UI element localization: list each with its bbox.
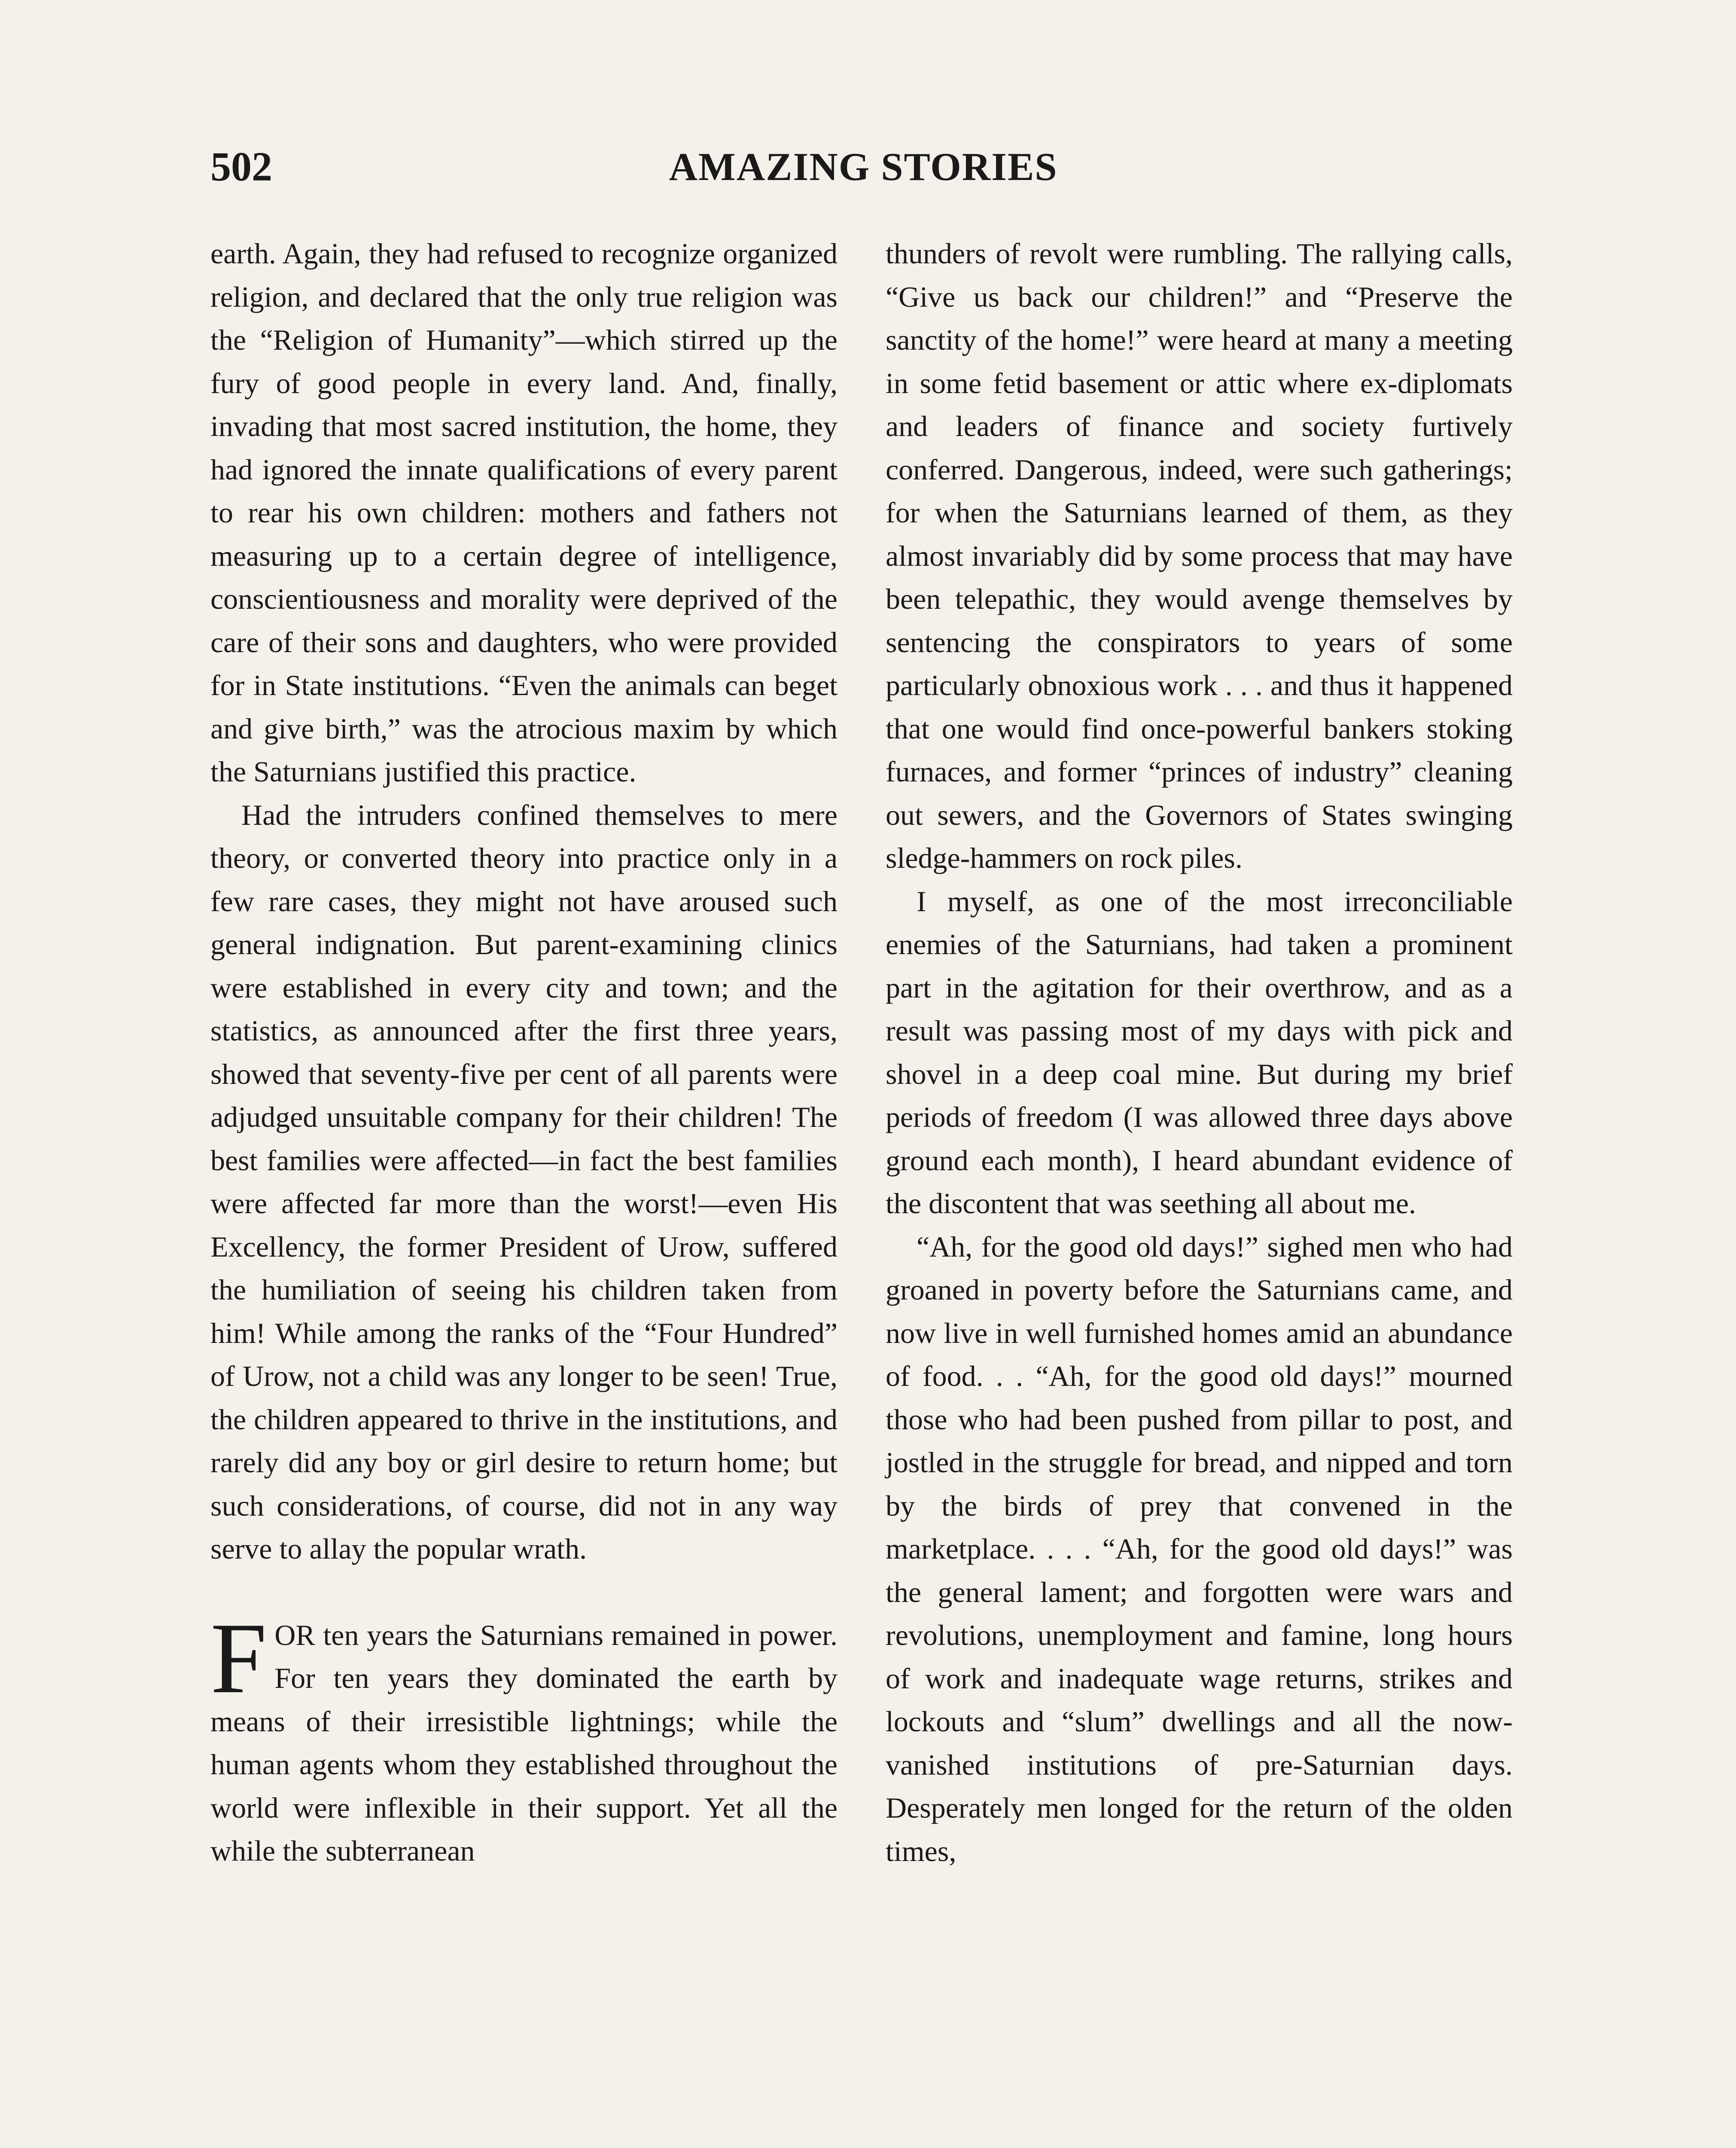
paragraph: thunders of revolt were rumbling. The rallying calls, “Give us back our children!” and “Preserve the sanctity of the home!” were heard at many a meeting in some fetid basement or attic where ex-diplomats and leaders of finance and society furtively conferred. Dangerous, indeed, were such gatherings; for when the Saturnians learned of them, as they almost invariably did by some process that may have been telepathic, they would avenge themselves by sentencing the conspirators to years of some particularly obnoxious work . . . and thus it happened that one would find once-powerful bankers stoking furnaces, and former “princes of industry” cleaning out sewers, and the Governors of States swinging sledge-hammers on rock piles. [886, 237, 1513, 874]
drop-cap: F [210, 1602, 267, 1715]
right-column [886, 232, 1513, 1873]
section-paragraph [210, 1602, 838, 1873]
running-title: AMAZING STORIES [669, 145, 1058, 189]
page-number: 502 [210, 143, 272, 189]
paragraph: Had the intruders confined themselves to mere theory, or converted theory into practice only in a few rare cases, they might not have aroused such general indignation. But parent-examining clinics were established in every city and town; and the statistics, as announced after the first three years, showed that seventy-five per cent of all parents were adjudged unsuitable company for their children! The best families were affected—in fact the best families were affected far more than the worst!—even His Excellency, the former President of Urow, suffered the humiliation of seeing his children taken from him! While among the ranks of the “Four Hundred” of Urow, not a child was any longer to be seen! True, the children appeared to thrive in the institutions, and rarely did any boy or girl desire to return home; but such considerations, of course, did not in any way serve to allay the popular wrath. [210, 798, 838, 1565]
paragraph: earth. Again, they had refused to recognize organized religion, and declared that the only true religion was the “Religion of Humanity”—which stirred up the fury of good people in every land. And, finally, invading that most sacred institution, the home, they had ignored the innate qualifications of every parent to rear his own children: mothers and fathers not measuring up to a certain degree of intelligence, conscientiousness and morality were deprived of the care of their sons and daughters, who were provided for in State institutions. “Even the animals can beget and give birth,” was the atrocious maxim by which the Saturnians justified this practice. [210, 237, 838, 788]
section-paragraph-text: OR ten years the Saturnians remained in power. For ten years they dominated the earth by means of their irresistible lightnings; while the human agents whom they established throughout the world were inflexible in their support. Yet all the while the subterranean [210, 1618, 838, 1867]
left-column [210, 232, 838, 1873]
paragraph: “Ah, for the good old days!” sighed men who had groaned in poverty before the Saturnians came, and now live in well furnished homes amid an abundance of food. . . “Ah, for the good old days!” mourned those who had been pushed from pillar to post, and jostled in the struggle for bread, and nipped and torn by the birds of prey that convened in the marketplace. . . . “Ah, for the good old days!” was the general lament; and forgotten were wars and revolutions, unemployment and famine, long hours of work and inadequate wage returns, strikes and lockouts and “slum” dwellings and all the now-vanished institutions of pre-Saturnian days. Desperately men longed for the return of the olden times, [886, 1230, 1513, 1867]
paragraph: I myself, as one of the most irreconciliable enemies of the Saturnians, had taken a prominent part in the agitation for their overthrow, and as a result was passing most of my days with pick and shovel in a deep coal mine. But during my brief periods of freedom (I was allowed three days above ground each month), I heard abundant evidence of the discontent that was seething all about me. [886, 885, 1513, 1220]
page-header [210, 137, 1516, 197]
